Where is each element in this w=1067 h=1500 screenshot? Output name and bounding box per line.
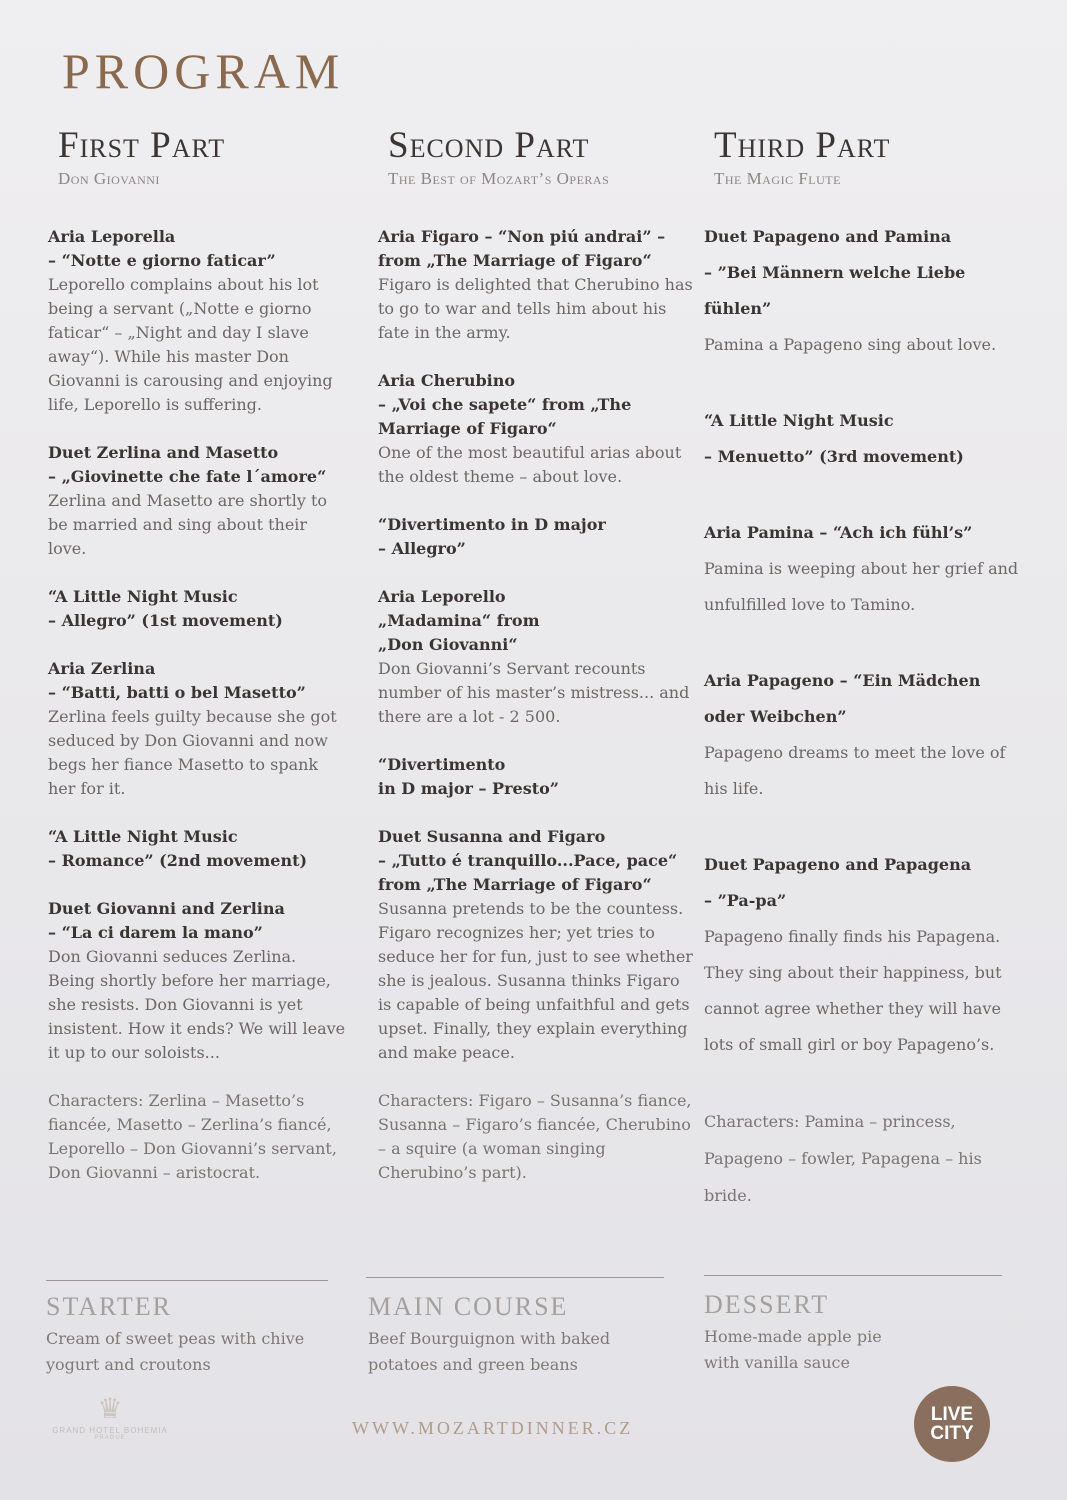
part-subtitle: The Magic Flute [714,168,841,188]
divider [366,1277,664,1278]
item-description: One of the most beautiful arias about the oldest theme – about love. [378,442,682,486]
hotel-name: GRAND HOTEL BOHEMIA [52,1426,168,1435]
item-description: Don Giovanni’s Servant recounts number of his master’s mistress... and there are a lot - 2 500. [378,658,690,726]
course-title: MAIN COURSE [368,1292,569,1321]
hotel-city: PRAGUE [94,1435,126,1441]
characters-note: Characters: Pamina – princess, Papageno – fowler, Papagena – his bride. [704,1111,982,1205]
program-item [48,825,348,873]
program-item [704,847,1024,1063]
item-heading: Aria Leporella – “Notte e giorno faticar” [48,226,276,270]
item-description: Zerlina feels guilty because she got seduced by Don Giovanni and now begs her fiance Masetto to spank her for it. [48,706,337,798]
program-item [48,225,348,417]
first-part-column [48,126,348,1185]
program-item [704,515,1024,623]
item-description: Pamina is weeping about her grief and unfulfilled love to Tamino. [704,558,1019,614]
item-heading: Aria Pamina – “Ach ich fühl’s” [704,522,973,542]
program-item [378,369,696,489]
course-description: Home-made apple pie with vanilla sauce [704,1327,882,1372]
item-description: Don Giovanni seduces Zerlina. Being shortly before her marriage, she resists. Don Giovanni is yet insistent. How it ends? We will leave it up to our soloists... [48,946,346,1062]
item-description: Zerlina and Masetto are shortly to be married and sing about their love. [48,490,328,558]
divider [46,1280,328,1281]
program-item [48,657,348,801]
program-item [48,441,348,561]
program-item [48,897,348,1065]
item-heading: “A Little Night Music – Romance” (2nd movement) [48,826,308,870]
hotel-logo [40,1392,180,1441]
item-heading: “A Little Night Music – Menuetto” (3rd movement) [704,410,964,466]
part-title: Second Part [388,125,590,166]
item-heading: “A Little Night Music – Allegro” (1st movement) [48,586,283,630]
program-list [378,225,696,1065]
live-city-logo [914,1386,990,1462]
website-link[interactable]: WWW.MOZARTDINNER.CZ [352,1418,634,1438]
program-item [378,585,696,729]
dessert-course [704,1290,964,1376]
program-item [378,753,696,801]
item-heading: Duet Giovanni and Zerlina – “La ci darem la mano” [48,898,285,942]
characters-note: Characters: Figaro – Susanna’s fiance, Susanna – Figaro’s fiancée, Cherubino – a squire (a woman singing Cherubino’s part). [378,1090,692,1182]
item-description: Susanna pretends to be the countess. Figaro recognizes her; yet tries to seduce her for fun, just to see whether she is jealous. Susanna thinks Figaro is capable of being unfaithful and gets upset. Finally, they explain everything and make peace. [378,898,693,1062]
item-description: Pamina a Papageno sing about love. [704,334,997,354]
item-heading: Aria Cherubino – „Voi che sapete“ from „The Marriage of Figaro“ [378,370,632,438]
part-title: Third Part [714,125,891,166]
item-heading: Aria Zerlina – “Batti, batti o bel Masetto” [48,658,306,702]
item-description: Leporello complains about his lot being a servant („Notte e giorno faticar“ – „Night and day I slave away“). While his master Don Giovanni is carousing and enjoying life, Leporello is suffering. [48,274,333,414]
logo-line: CITY [930,1423,974,1444]
program-item [704,663,1024,807]
item-description: Papageno finally finds his Papagena. They sing about their happiness, but cannot agree whether they will have lots of small girl or boy Papageno’s. [704,926,1002,1054]
program-item [48,585,348,633]
part-title: First Part [58,125,226,166]
course-title: DESSERT [704,1290,830,1319]
item-heading: Duet Zerlina and Masetto – „Giovinette che fate l´amore“ [48,442,327,486]
item-heading: Duet Papageno and Papagena – ”Pa-pa” [704,854,972,910]
program-item [378,225,696,345]
course-title: STARTER [46,1292,172,1321]
program-item [378,825,696,1065]
program-item [704,403,1024,475]
second-part-column [378,126,696,1185]
starter-course [46,1292,336,1378]
part-subtitle: The Best of Mozart’s Operas [388,168,610,188]
third-part-column [704,126,1024,1214]
course-description: Beef Bourguignon with baked potatoes and green beans [368,1329,611,1374]
item-heading: Duet Susanna and Figaro – „Tutto é tranquillo...Pace, pace“ from „The Marriage of Figaro“ [378,826,678,894]
item-heading: Duet Papageno and Pamina – ”Bei Männern welche Liebe fühlen” [704,226,966,318]
divider [704,1275,1002,1276]
program-item [704,219,1024,363]
item-description: Papageno dreams to meet the love of his life. [704,742,1006,798]
item-heading: Aria Figaro – “Non piú andrai” – from „The Marriage of Figaro“ [378,226,666,270]
crest-icon: ♛ [97,1393,123,1424]
item-heading: Aria Leporello „Madamina“ from „Don Giovanni“ [378,586,540,654]
item-heading: “Divertimento in D major – Presto” [378,754,559,798]
item-heading: “Divertimento in D major – Allegro” [378,514,606,558]
characters-note: Characters: Zerlina – Masetto’s fiancée, Masetto – Zerlina’s fiancé, Leporello – Don Giovanni’s servant, Don Giovanni – aristocrat. [48,1090,337,1182]
main-course [368,1292,668,1378]
part-subtitle: Don Giovanni [58,168,160,188]
course-description: Cream of sweet peas with chive yogurt and croutons [46,1329,305,1374]
logo-line: LIVE [930,1404,974,1425]
page-title: PROGRAM [62,43,345,99]
program-item [378,513,696,561]
item-description: Figaro is delighted that Cherubino has to go to war and tells him about his fate in the army. [378,274,693,342]
program-list [704,219,1024,1063]
item-heading: Aria Papageno – “Ein Mädchen oder Weibchen” [704,670,981,726]
program-list [48,225,348,1065]
